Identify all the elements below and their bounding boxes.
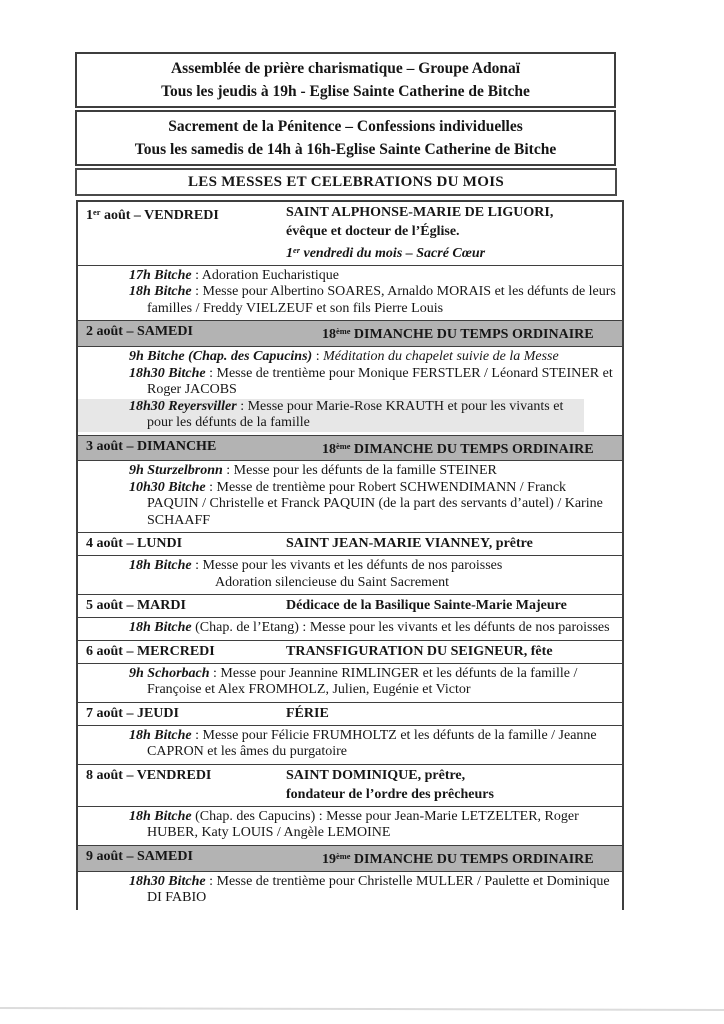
mass-time-place: 18h30 Bitche [129, 873, 206, 889]
day-header-row [78, 436, 622, 462]
section-title: LES MESSES ET CELEBRATIONS DU MOIS [188, 174, 504, 190]
day-title-block [286, 534, 620, 553]
separator: : [191, 284, 203, 300]
day-title-line: évêque et docteur de l’Église. [286, 224, 460, 239]
day-title-line: 1er vendredi du mois – Sacré Cœur [286, 245, 486, 261]
day-date: 7 août – JEUDI [86, 705, 179, 721]
day-date: 8 août – VENDREDI [86, 767, 212, 783]
day-details-block [78, 556, 622, 595]
day-header-row [78, 703, 622, 726]
separator: : [205, 873, 217, 889]
banner-line: Sacrement de la Pénitence – Confessions individuelles [168, 118, 523, 135]
banner-sacrement-penitence [75, 110, 616, 166]
day-date: 4 août – LUNDI [86, 536, 183, 552]
mass-time-place: 9h Schorbach [129, 665, 210, 681]
day-date: 6 août – MERCREDI [86, 643, 215, 659]
mass-time-place: 18h Bitche [129, 620, 192, 636]
mass-time-place: 18h30 Bitche [129, 365, 206, 381]
mass-time-place: 18h Bitche [129, 727, 192, 743]
day-date: 2 août – SAMEDI [86, 324, 193, 340]
mass-time-place: 10h30 Bitche [129, 479, 206, 495]
day-date: 1er août – VENDREDI [86, 207, 219, 223]
banner-line: Tous les samedis de 14h à 16h-Eglise Sainte Catherine de Bitche [134, 141, 557, 158]
separator: : [209, 665, 221, 681]
separator: : [236, 398, 248, 414]
day-title-block [286, 322, 620, 344]
mass-time-place: 9h Sturzelbronn [129, 463, 223, 479]
mass-time-place: 9h Bitche (Chap. des Capucins) [129, 349, 313, 365]
mass-intention-text: Messe pour Jeannine RIMLINGER et les défunts de la famille / Françoise et Alex FROMHOLZ, Julien, Eugénie et Victor [147, 665, 578, 698]
day-details-block [78, 618, 622, 641]
mass-schedule-table [76, 200, 624, 910]
mass-detail-line [78, 463, 618, 480]
day-title-line: 19ème DIMANCHE DU TEMPS ORDINAIRE [322, 851, 594, 867]
mass-intention-text: Adoration Eucharistique [201, 267, 339, 283]
day-header-row [78, 202, 622, 266]
separator: : [205, 479, 217, 495]
day-details-block [78, 266, 622, 322]
day-date: 9 août – SAMEDI [86, 848, 193, 864]
day-header-row [78, 595, 622, 618]
day-details-block [78, 872, 622, 910]
day-header-row [78, 641, 622, 664]
day-title-block [286, 642, 620, 661]
day-header-row [78, 846, 622, 872]
mass-intention-text: Méditation du chapelet suivie de la Messe [323, 349, 559, 365]
day-title-line: SAINT ALPHONSE-MARIE DE LIGUORI, [286, 205, 554, 220]
mass-detail-line [78, 284, 618, 317]
mass-time-place: 18h Bitche [129, 284, 192, 300]
day-title-line: 18ème DIMANCHE DU TEMPS ORDINAIRE [322, 327, 594, 343]
day-title-block [286, 596, 620, 615]
mass-detail-line [78, 666, 618, 699]
day-details-block [78, 726, 622, 765]
separator: : [315, 808, 327, 824]
day-header-row [78, 321, 622, 347]
mass-place-note: (Chap. de l’Etang) [191, 620, 299, 636]
mass-detail-line [78, 575, 618, 592]
mass-intention-text: Messe de trentième pour Monique FERSTLER / Léonard STEINER et Roger JACOBS [147, 365, 613, 398]
mass-place-note: (Chap. des Capucins) [191, 808, 316, 824]
banner-line: Assemblée de prière charismatique – Groupe Adonaï [170, 60, 521, 77]
mass-intention-text: Messe pour Albertino SOARES, Arnaldo MORAIS et les défunts de leurs familles / Freddy VIELZEUF et son fils Pierre Louis [147, 284, 616, 316]
mass-time-place: 18h Bitche [129, 808, 192, 824]
mass-detail-line [78, 480, 618, 530]
mass-intention-text: Messe pour Félicie FRUMHOLTZ et les défunts de la famille / Jeanne CAPRON et les âmes du purgatoire [147, 727, 597, 760]
mass-time-place: 18h30 Reyersviller [129, 398, 237, 414]
mass-intention-text: Messe de trentième pour Robert SCHWENDIMANN / Franck PAQUIN / Christelle et Franck PAQUIN (de la part des servants d’autel) / Karine SCHAAFF [147, 479, 603, 528]
separator: : [191, 727, 203, 743]
separator: : [222, 463, 234, 479]
scan-artifact-line [0, 1007, 724, 1011]
mass-intention-text: Messe pour les vivants et les défunts de nos paroisses [309, 620, 610, 636]
day-details-block [78, 664, 622, 703]
day-title-line: 18ème DIMANCHE DU TEMPS ORDINAIRE [322, 441, 594, 457]
day-header-row [78, 533, 622, 556]
day-details-block [78, 461, 622, 533]
banner-groupe-adonai [75, 52, 616, 108]
day-title-line: TRANSFIGURATION DU SEIGNEUR, fête [286, 643, 553, 659]
day-date: 5 août – MARDI [86, 598, 186, 614]
mass-detail-line [78, 349, 618, 366]
mass-intention-text: Messe pour Marie-Rose KRAUTH et pour les vivants et pour les défunts de la famille [147, 398, 564, 431]
day-title-block [286, 437, 620, 459]
section-title-box [75, 168, 617, 196]
day-title-block [286, 203, 620, 263]
day-date: 3 août – DIMANCHE [86, 438, 217, 454]
day-title-block [286, 766, 620, 804]
mass-detail-line [78, 399, 584, 432]
separator: : [191, 267, 202, 283]
mass-intention-text: Messe pour les vivants et les défunts de nos paroisses [202, 558, 503, 574]
banner-line: Tous les jeudis à 19h - Eglise Sainte Catherine de Bitche [161, 83, 530, 100]
mass-detail-line [78, 558, 618, 575]
day-details-block [78, 347, 622, 436]
mass-detail-line [78, 366, 618, 399]
mass-detail-line [78, 620, 618, 637]
day-details-block [78, 807, 622, 846]
mass-detail-line [78, 809, 618, 842]
separator: : [205, 365, 217, 381]
separator: : [191, 558, 203, 574]
mass-time-place: 18h Bitche [129, 558, 192, 574]
day-title-line: SAINT JEAN-MARIE VIANNEY, prêtre [286, 536, 533, 552]
day-title-block [286, 704, 620, 723]
day-title-line: SAINT DOMINIQUE, prêtre, [286, 767, 466, 783]
separator: : [312, 349, 324, 365]
day-title-block [286, 847, 620, 869]
mass-intention-text: Adoration silencieuse du Saint Sacrement [215, 574, 450, 590]
mass-intention-text: Messe de trentième pour Christelle MULLER / Paulette et Dominique DI FABIO [147, 873, 610, 906]
day-title-line: fondateur de l’ordre des prêcheurs [286, 786, 494, 802]
day-title-line: Dédicace de la Basilique Sainte-Marie Majeure [286, 598, 567, 614]
mass-detail-line [78, 874, 618, 907]
mass-time-place: 17h Bitche [129, 267, 192, 283]
day-title-line: FÉRIE [286, 705, 329, 721]
separator: : [298, 620, 310, 636]
mass-detail-line [78, 728, 618, 761]
mass-intention-text: Messe pour les défunts de la famille STEINER [233, 463, 497, 479]
mass-detail-line [78, 268, 618, 285]
mass-intention-text: Messe pour Jean-Marie LETZELTER, Roger HUBER, Katy LOUIS / Angèle LEMOINE [147, 808, 579, 841]
day-header-row [78, 765, 622, 807]
